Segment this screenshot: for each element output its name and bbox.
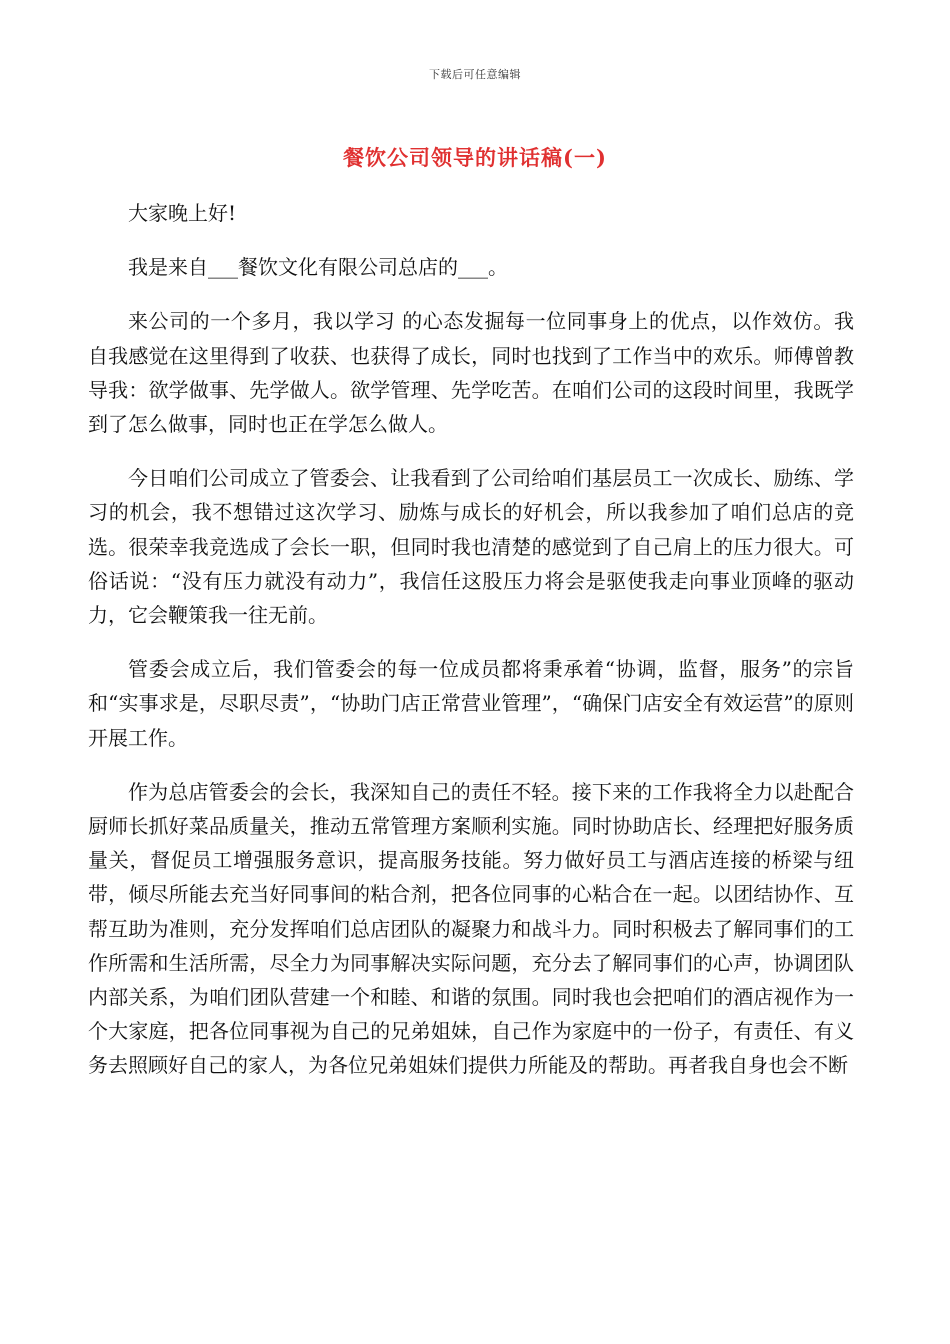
paragraph: 作为总店管委会的会长，我深知自己的责任不轻。接下来的工作我将全力以赴配合厨师长抓好菜品质量关，推动五常管理方案顺利实施。同时协助店长、经理把好服务质量关，督促员工增强服务意识，提高服务技能。努力做好员工与酒店连接的桥梁与纽带，倾尽所能去充当好同事间的粘合剂，把各位同事的心粘合在一起。以团结协作、互帮互助为准则，充分发挥咱们总店团队的凝聚力和战斗力。同时积极去了解同事们的工作所需和生活所需，尽全力为同事解决实际问题，充分去了解同事们的心声，协调团队内部关系，为咱们团队营建一个和睦、和谐的氛围。同时我也会把咱们的酒店视作为一个大家庭，把各位同事视为自己的兄弟姐妹，自己作为家庭中的一份子，有责任、有义务去照顾好自己的家人，为各位兄弟姐妹们提供力所能及的帮助。再者我自身也会不断 bbox=[88, 779, 854, 1078]
paragraph-introduction: 我是来自___餐饮文化有限公司总店的___。 bbox=[128, 255, 508, 280]
document-title: 餐饮公司领导的讲话稿(一) bbox=[343, 145, 607, 170]
paragraph: 管委会成立后，我们管委会的每一位成员都将秉承着“协调，监督，服务”的宗旨和“实事求是，尽职尽责”，“协助门店正常营业管理”，“确保门店安全有效运营”的原则开展工作。 bbox=[88, 657, 854, 750]
document-body bbox=[88, 196, 854, 1103]
paragraph-greeting: 大家晚上好! bbox=[128, 201, 237, 225]
paragraph: 今日咱们公司成立了管委会、让我看到了公司给咱们基层员工一次成长、励练、学习的机会，我不想错过这次学习、励炼与成长的好机会，所以我参加了咱们总店的竞选。很荣幸我竞选成了会长一职，但同时我也清楚的感觉到了自己肩上的压力很大。可俗话说：“没有压力就没有动力”，我信任这股压力将会是驱使我走向事业顶峰的驱动力，它会鞭策我一往无前。 bbox=[88, 466, 854, 628]
header-note: 下载后可任意编辑 bbox=[429, 68, 521, 81]
paragraph: 来公司的一个多月，我以学习 的心态发掘每一位同事身上的优点，以作效仿。我自我感觉在这里得到了收获、也获得了成长，同时也找到了工作当中的欢乐。师傅曾教导我：欲学做事、先学做人。欲学管理、先学吃苦。在咱们公司的这段时间里，我既学到了怎么做事，同时也正在学怎么做人。 bbox=[88, 309, 854, 437]
